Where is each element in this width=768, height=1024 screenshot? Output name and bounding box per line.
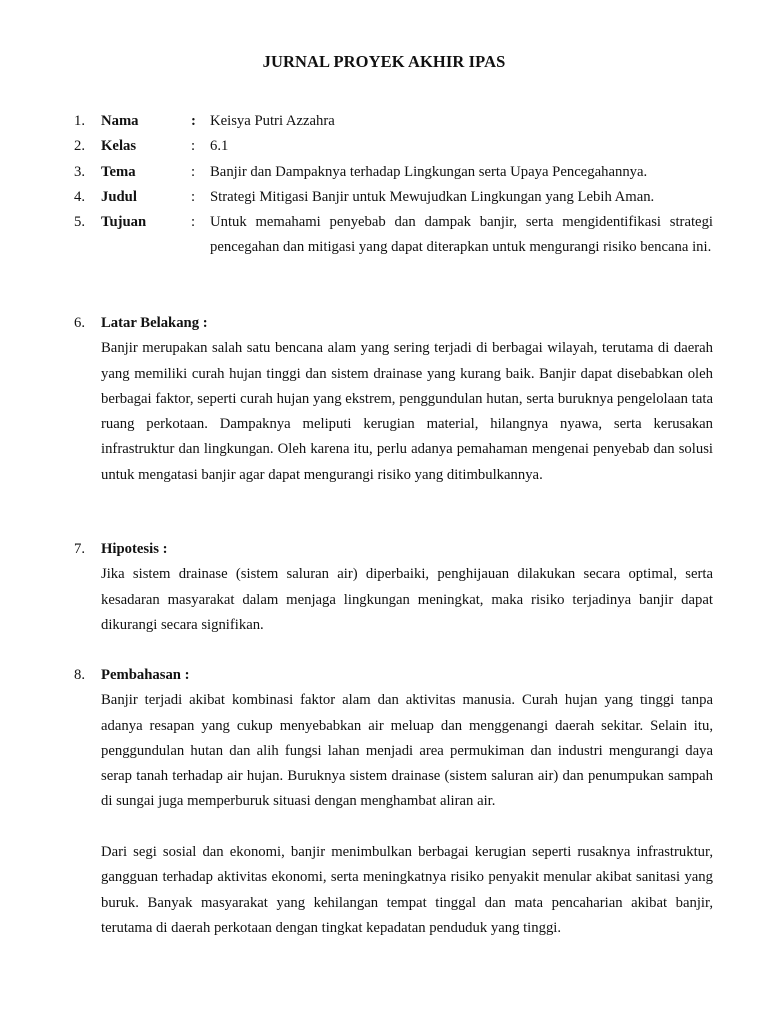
info-colon: : [191,163,196,180]
list-number: 1. [74,113,86,129]
info-label: Nama [101,113,139,129]
info-value: Banjir dan Dampaknya terhadap Lingkungan serta Upaya Pencegahannya. [210,163,648,180]
info-colon: : [191,113,196,129]
info-value: Keisya Putri Azzahra [210,113,335,129]
section-paragraph: Banjir terjadi akibat kombinasi faktor alam dan aktivitas manusia. Curah hujan yang tinggi tanpa adanya resapan yang cukup menyebabkan air meluap dan menggenangi daerah sekitar. Selain itu, penggundulan hutan dan alih fungsi lahan menjadi area permukiman dan industri mengurangi daya serap tanah terhadap air hujan. Buruknya sistem drainase (sistem saluran air) dan penumpukan sampah di sungai juga memperburuk situasi dengan menghambat aliran air. [101,692,713,810]
section-heading [74,663,713,688]
section-pembahasan [74,663,713,941]
info-label: Judul [101,188,137,205]
list-number: 7. [74,541,86,557]
info-row-tujuan [74,210,714,261]
info-row-kelas [74,134,714,159]
section-paragraph: Jika sistem drainase (sistem saluran air) diperbaiki, penghijauan dilakukan secara optimal, serta kesadaran masyarakat dalam menjaga lingkungan meningkat, maka risiko terjadinya banjir dapat dikurangi secara signifikan. [101,566,713,633]
info-value: Strategi Mitigasi Banjir untuk Mewujudkan Lingkungan yang Lebih Aman. [210,188,655,205]
section-paragraph: Dari segi sosial dan ekonomi, banjir menimbulkan berbagai kerugian seperti rusaknya infrastruktur, gangguan terhadap aktivitas ekonomi, serta meningkatnya risiko penyakit menular akibat sanitasi yang buruk. Banyak masyarakat yang kehilangan tempat tinggal dan mata pencaharian akibat banjir, terutama di daerah perkotaan dengan tingkat kepadatan penduduk yang tinggi. [101,844,713,936]
info-row-judul [74,185,714,210]
list-number: 4. [74,188,86,205]
list-number: 5. [74,214,86,231]
info-row-tema [74,160,714,185]
info-value: 6.1 [210,138,229,155]
info-label: Tema [101,163,136,180]
list-number: 3. [74,163,86,180]
student-info-list [74,109,714,261]
list-number: 8. [74,667,86,683]
section-title: Latar Belakang : [101,315,208,331]
section-hipotesis [74,537,713,638]
section-latar-belakang [74,311,713,488]
section-heading [74,537,713,562]
list-number: 2. [74,138,86,155]
section-heading [74,311,713,336]
info-row-nama [74,109,714,134]
info-colon: : [191,188,196,205]
section-title: Hipotesis : [101,541,168,557]
section-paragraph: Banjir merupakan salah satu bencana alam yang sering terjadi di berbagai wilayah, terutama di daerah yang memiliki curah hujan tinggi dan sistem drainase yang kurang baik. Banjir dapat disebabkan oleh berbagai faktor, seperti curah hujan yang ekstrem, penggundulan hutan, serta buruknya pengelolaan tata ruang perkotaan. Dampaknya meliputi kerugian material, hilangnya nyawa, serta kerusakan infrastruktur dan lingkungan. Oleh karena itu, perlu adanya pemahaman mengenai penyebab dan solusi untuk mengatasi banjir agar dapat mengurangi risiko yang ditimbulkannya. [101,340,713,483]
info-value: Untuk memahami penyebab dan dampak banjir, serta mengidentifikasi strategi pencegahan dan mitigasi yang dapat diterapkan untuk mengurangi risiko bencana ini. [210,214,713,256]
info-label: Kelas [101,138,137,155]
section-title: Pembahasan : [101,667,190,683]
page-title: JURNAL PROYEK AKHIR IPAS [262,52,506,71]
info-label: Tujuan [101,214,147,231]
info-colon: : [191,214,196,231]
list-number: 6. [74,315,86,331]
info-colon: : [191,138,196,155]
